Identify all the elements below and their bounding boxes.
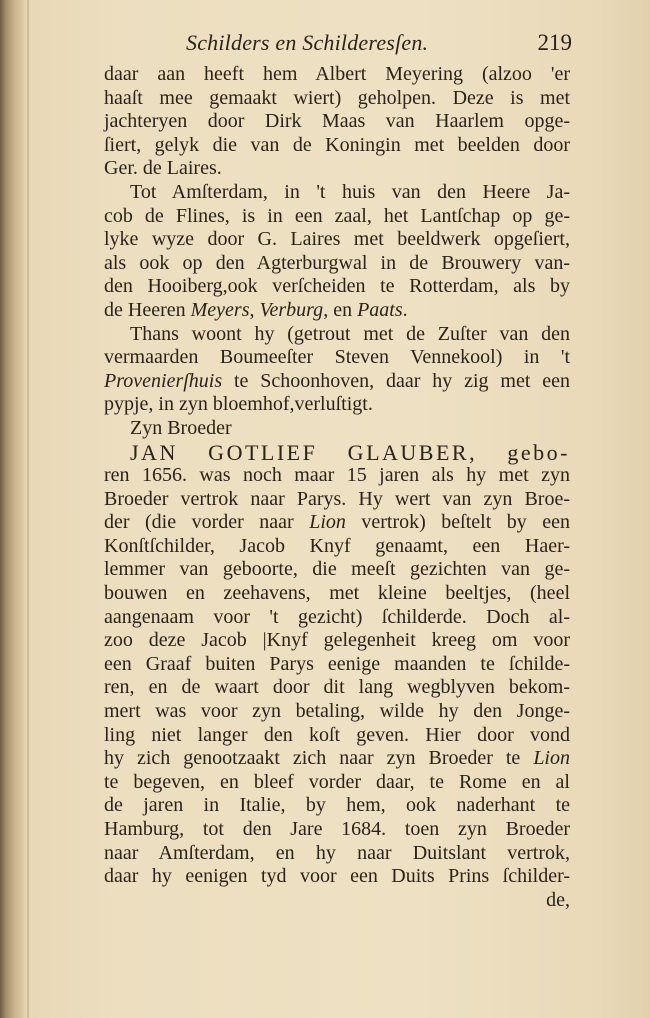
italic-word: Lion <box>533 747 570 770</box>
text-fragment: de Heeren <box>104 298 191 321</box>
paragraph-start-line: Thans woont hy (getrout met de Zuſter van den <box>130 322 570 345</box>
text-line: Ger. de Laires. <box>104 157 222 180</box>
text-line: der (die vorder naar Lion vertrok) beſtelt by een <box>104 511 570 534</box>
text-fragment: , <box>249 298 260 321</box>
body-text <box>104 63 570 912</box>
text-line: Broeder vertrok naar Parys. Hy wert van zyn Broe- <box>104 487 570 510</box>
text-line: vermaarden Boumeeſter Steven Vennekool) in 't <box>104 346 570 369</box>
text-line: naar Amſterdam, en hy naar Duitslant vertrok, <box>104 841 570 864</box>
text-line: den Hooiberg,ook verſcheiden te Rotterdam, als by <box>104 275 570 298</box>
italic-name: Verburg <box>259 298 324 321</box>
text-line: bouwen en zeehavens, met kleine beeltjes, (heel <box>104 582 570 605</box>
text-line: daar hy eenigen tyd voor een Duits Prins ſchilder- <box>104 865 570 888</box>
text-line: ren, en de waart door dit lang wegblyven bekom- <box>104 676 570 699</box>
text-line: de jaren in Italie, by hem, ook naderhant te <box>104 794 570 817</box>
text-line: zoo deze Jacob |Knyf gelegenheit kreeg om voor <box>104 629 570 652</box>
text-fragment: . <box>402 298 408 321</box>
text-line: cob de Flines, is in een zaal, het Lantſchap op ge- <box>104 204 570 227</box>
text-line: ſiert, gelyk die van de Koningin met beelden door <box>104 133 570 156</box>
text-line: aangenaam voor 't gezicht) ſchilderde. Doch al- <box>104 605 570 628</box>
text-line: daar aan heeft hem Albert Meyering (alzoo 'er <box>104 63 570 85</box>
paragraph-start-line: Tot Amſterdam, in 't huis van den Heere Ja- <box>130 180 570 203</box>
binding-edge <box>27 0 29 1018</box>
paragraph-start-line: Zyn Broeder <box>130 416 232 439</box>
text-line: mert was voor zyn betaling, wilde hy den Jonge- <box>104 700 570 723</box>
text-line: lyke wyze door G. Laires met beeldwerk opgeſiert, <box>104 228 570 251</box>
italic-word: Lion <box>309 511 346 534</box>
page-header <box>186 30 572 60</box>
text-line: hy zich genootzaakt zich naar zyn Broeder te Lion <box>104 747 570 770</box>
text-line: ling niet langer den koſt geven. Hier door vond <box>104 723 570 746</box>
text-line: een Graaf buiten Parys eenige maanden te ſchilde- <box>104 652 570 675</box>
text-line: haaſt mee gemaakt wiert) geholpen. Deze is met <box>104 86 570 109</box>
text-line-with-names <box>104 299 570 323</box>
text-fragment: , en <box>323 298 358 321</box>
italic-name: Meyers <box>190 298 250 321</box>
page-number: 219 <box>537 30 572 55</box>
name-heading-line: JAN GOTLIEF GLAUBER, gebo- <box>130 439 570 465</box>
text-line: als ook op den Agterburgwal in de Brouwery van- <box>104 251 570 274</box>
text-line: jachteryen door Dirk Maas van Haarlem opge- <box>104 110 570 133</box>
italic-name: Paats <box>357 298 403 321</box>
text-line: ren 1656. was noch maar 15 jaren als hy met zyn <box>104 464 570 487</box>
running-title: Schilders en Schilderesſen. <box>186 30 429 55</box>
italic-word: Provenierſhuis <box>104 369 223 392</box>
text-line: Provenierſhuis te Schoonhoven, daar hy zig met een <box>104 369 570 392</box>
text-line: lemmer van geboorte, die meeſt gezichten van ge- <box>104 558 570 581</box>
text-line: pypje, in zyn bloemhof,verluſtigt. <box>104 393 373 416</box>
text-line: te begeven, en bleef vorder daar, te Rome en al <box>104 770 570 793</box>
text-line: Konſtſchilder, Jacob Knyf genaamt, een Haer- <box>104 534 570 557</box>
text-line: Hamburg, tot den Jare 1684. toen zyn Broeder <box>104 818 570 840</box>
binding-gutter <box>0 0 26 1018</box>
catchword: de, <box>546 888 570 911</box>
